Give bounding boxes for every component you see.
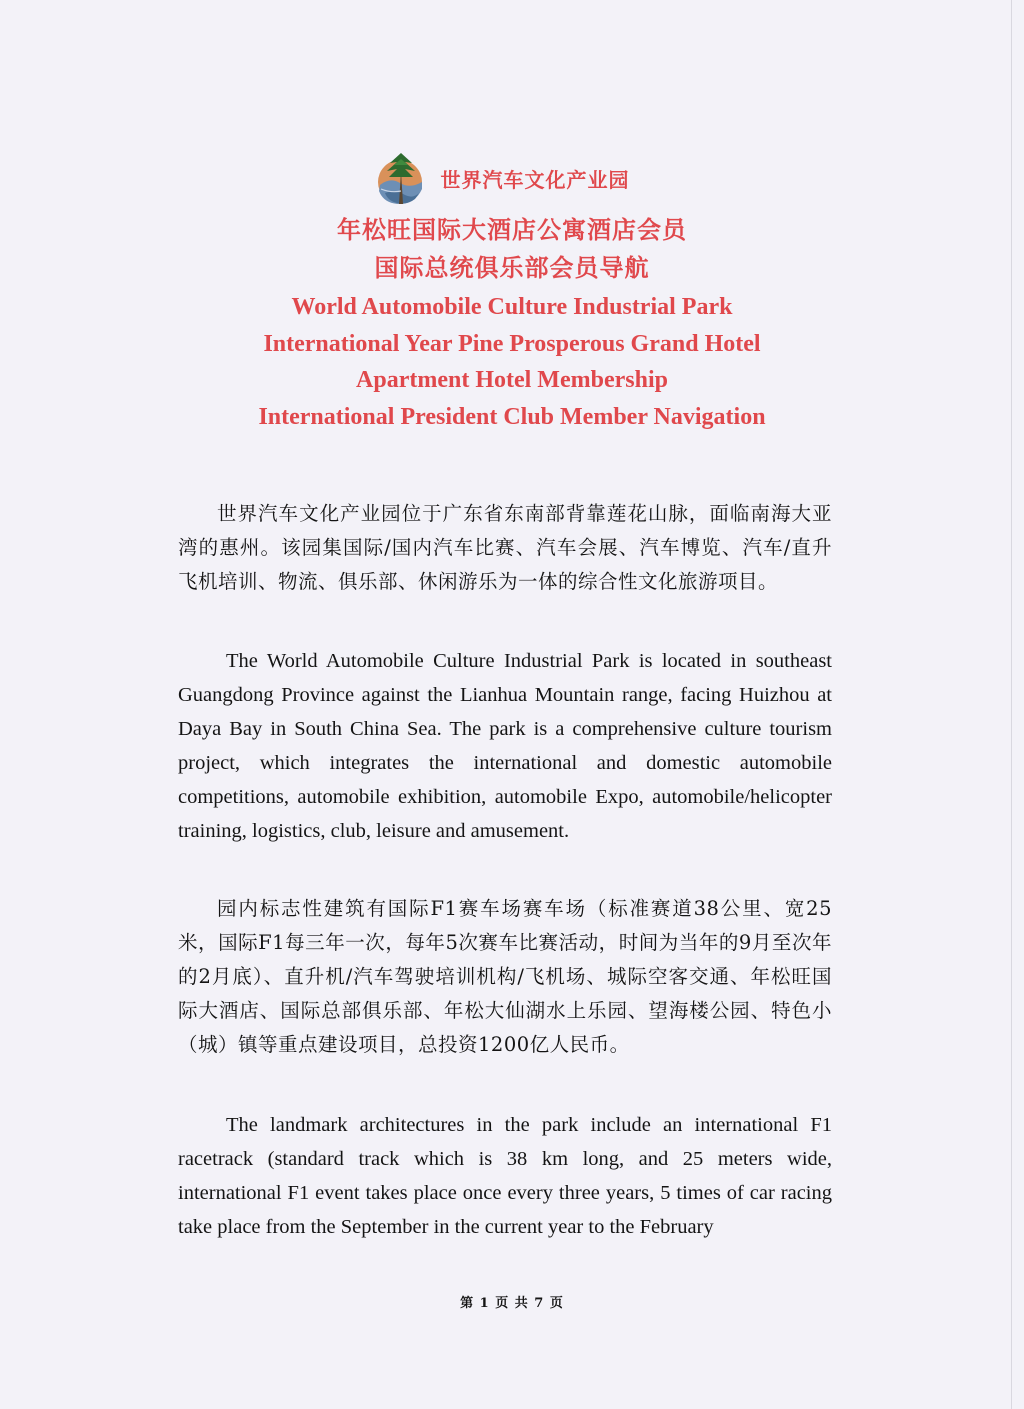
en-title-line-1: World Automobile Culture Industrial Park (291, 294, 733, 320)
en-title-line-2: International Year Pine Prosperous Grand Hotel (263, 330, 761, 357)
paragraph-1-cn-block (178, 497, 832, 599)
logo-row (0, 148, 1024, 208)
page-number: 第 1 页 共 7 页 (460, 1296, 564, 1311)
cn-title-line-2: 年松旺国际大酒店公寓酒店会员 (337, 216, 687, 244)
paragraph-4-en: The landmark architectures in the park include an international F1 racetrack (standard track which is 38 km long, and 25 meters wide, international F1 event takes place once every three years, 5 times of car racing take place from the September in the current year to the February (178, 1114, 832, 1238)
paragraph-4-en-block (178, 1108, 832, 1244)
document-header (0, 148, 1024, 434)
pine-tree-mountain-logo-icon (375, 149, 435, 207)
paragraph-3-cn: 园内标志性建筑有国际F1赛车场赛车场（标准赛道38公里、宽25米，国际F1每三年一次，每年5次赛车比赛活动，时间为当年的9月至次年的2月底）、直升机/汽车驾驶培训机构/飞机场、城际空客交通、年松旺国际大酒店、国际总部俱乐部、年松大仙湖水上乐园、望海楼公园、特色小（城）镇等重点建设项目，总投资1200亿人民币。 (178, 897, 832, 1056)
cn-title-line-3: 国际总统俱乐部会员导航 (374, 254, 650, 282)
paragraph-2-en: The World Automobile Culture Industrial Park is located in southeast Guangdong Province against the Lianhua Mountain range, facing Huizhou at Daya Bay in South China Sea. The park is a comprehensive culture tourism project, which integrates the international and domestic automobile competitions, automobile exhibition, automobile Expo, automobile/helicopter training, logistics, club, leisure and amusement. (178, 650, 832, 842)
paragraph-3-cn-block (178, 892, 832, 1062)
paragraph-1-cn: 世界汽车文化产业园位于广东省东南部背靠莲花山脉，面临南海大亚湾的惠州。该园集国际/国内汽车比赛、汽车会展、汽车博览、汽车/直升飞机培训、物流、俱乐部、休闲游乐为一体的综合性文化旅游项目。 (178, 502, 832, 593)
en-title-line-3: Apartment Hotel Membership (356, 367, 668, 393)
cn-title-line-1: 世界汽车文化产业园 (440, 167, 630, 192)
paragraph-2-en-block (178, 644, 832, 848)
en-title-line-4: International President Club Member Navigation (258, 403, 766, 430)
